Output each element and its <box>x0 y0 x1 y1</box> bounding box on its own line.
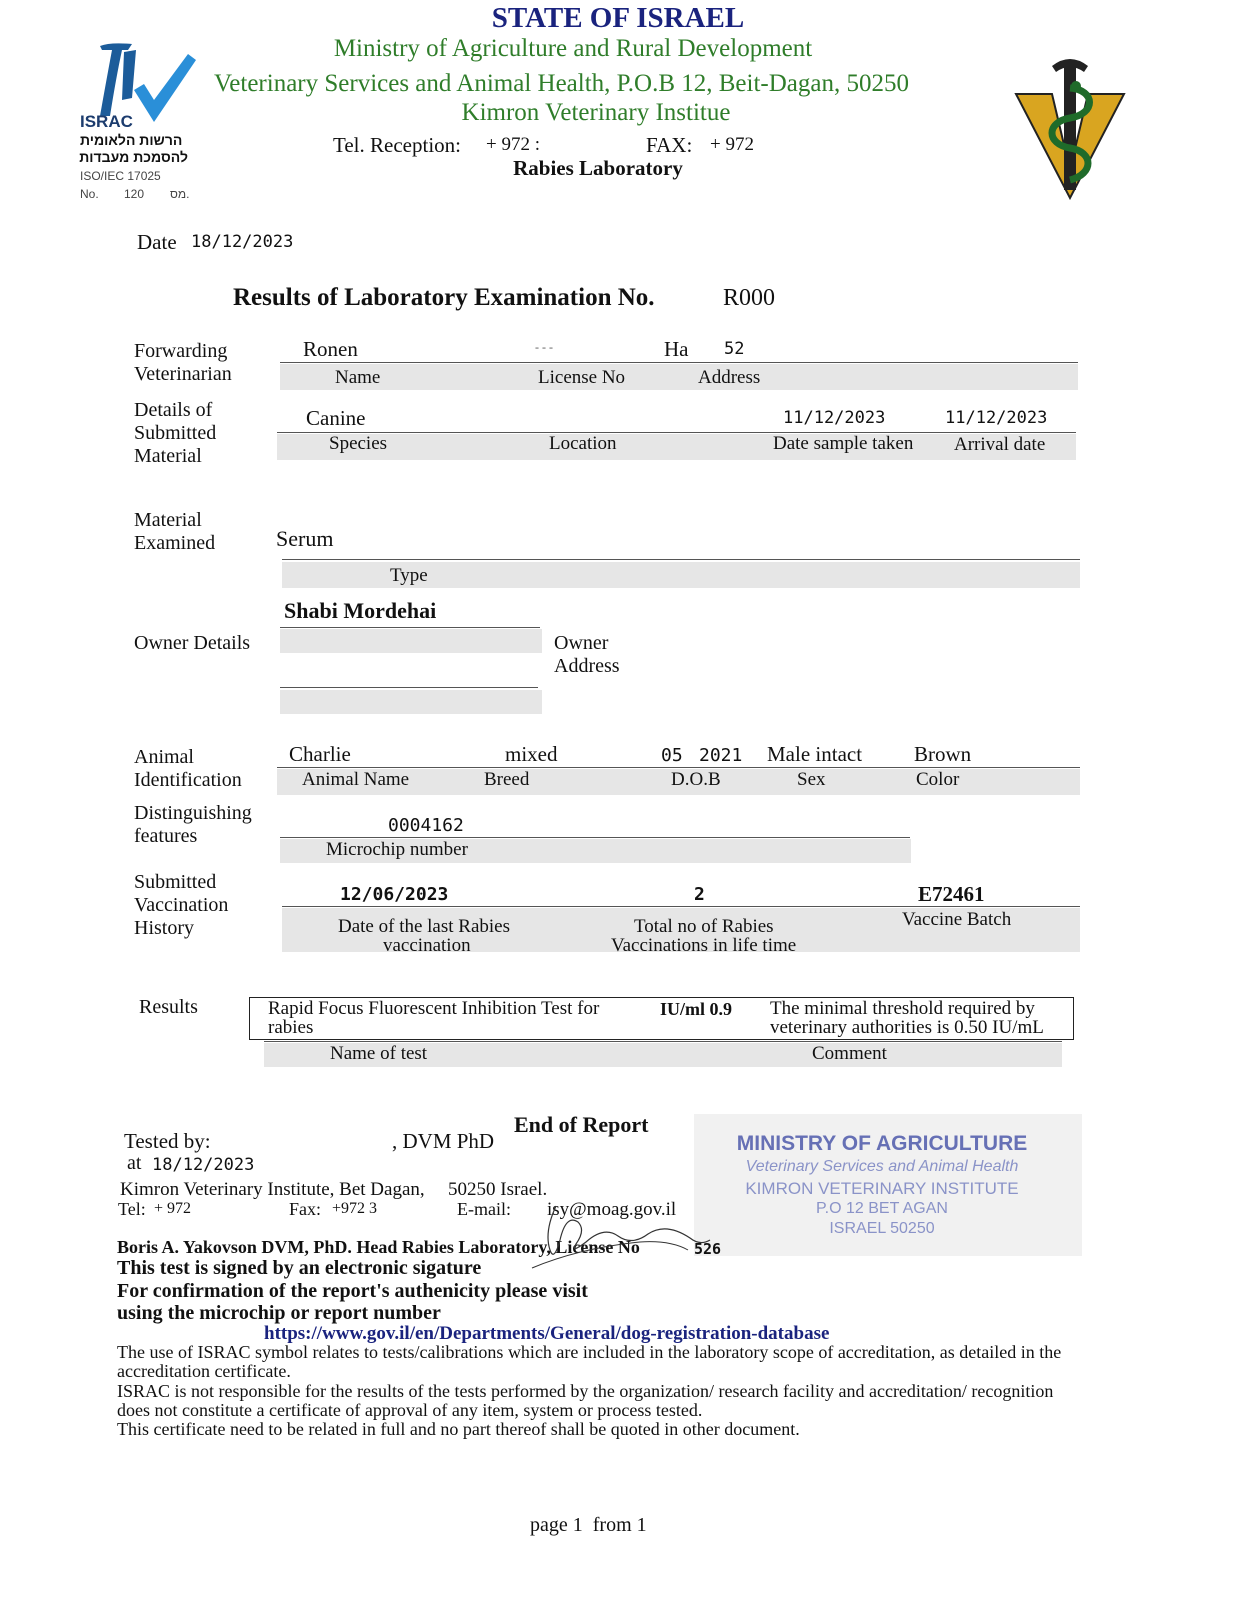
date-value: 18/12/2023 <box>191 232 294 252</box>
vet-address-number: 52 <box>724 339 745 359</box>
header-total-1: Total no of Rabies <box>634 916 774 937</box>
tested-at-label: at <box>127 1152 142 1174</box>
animal-section-label: Animal Identification <box>134 746 242 791</box>
header-dob: D.O.B <box>671 769 721 790</box>
header-animal-name: Animal Name <box>302 769 410 790</box>
header-address: Address <box>698 367 761 388</box>
fax-label: FAX: <box>646 133 693 157</box>
institute-heading: Kimron Veterinary Institue <box>461 99 731 126</box>
institute-address: Kimron Veterinary Institute, Bet Dagan, <box>120 1179 425 1200</box>
header-last-vaccination-1: Date of the last Rabies <box>338 916 511 937</box>
header-batch: Vaccine Batch <box>902 909 1012 930</box>
header-type: Type <box>390 565 428 586</box>
header-species: Species <box>329 433 388 454</box>
species-value: Canine <box>306 406 366 430</box>
veterinary-emblem-icon <box>1012 52 1128 202</box>
state-heading: STATE OF ISRAEL <box>491 2 745 34</box>
last-vaccination-value: 12/06/2023 <box>340 884 449 905</box>
owner-band-2 <box>280 690 542 714</box>
header-total-2: Vaccinations in life time <box>611 935 797 956</box>
head-license: 526 <box>694 1240 722 1258</box>
examined-rule <box>282 559 1080 560</box>
material-section-label: Details of Submitted Material <box>134 399 217 467</box>
results-rule <box>264 1041 1062 1042</box>
header-comment: Comment <box>812 1043 887 1064</box>
lab-heading: Rabies Laboratory <box>513 156 683 180</box>
result-comment-2: veterinary authorities is 0.50 IU/mL <box>770 1017 1044 1038</box>
tel-reception-label: Tel. Reception: <box>333 133 461 157</box>
owner-name-rule <box>280 627 540 628</box>
disclaimer-paragraph-1: The use of ISRAC symbol relates to tests/calibrations which are included in the laboratory scope of accreditation, as detailed in the accreditation certificate. <box>117 1342 1062 1381</box>
confirmation-note-2: using the microchip or report number <box>117 1302 441 1324</box>
distinguishing-section-label: Distinguishing features <box>134 802 252 847</box>
microchip-value: 0004162 <box>388 815 464 836</box>
israc-iso: ISO/IEC 17025 <box>80 169 161 183</box>
arrival-value: 11/12/2023 <box>945 408 1048 428</box>
e-signature-note: This test is signed by an electronic sigature <box>117 1257 482 1279</box>
vet-address: Ha <box>664 337 689 361</box>
owner-section-label: Owner Details <box>134 632 251 654</box>
color-value: Brown <box>914 742 972 766</box>
material-rule <box>277 432 1076 433</box>
owner-name: Shabi Mordehai <box>284 598 437 623</box>
fax-value: + 972 <box>710 134 754 155</box>
date-label: Date <box>137 230 177 254</box>
header-license: License No <box>538 367 626 388</box>
israc-name: ISRAC <box>80 112 133 131</box>
head-of-lab: Boris A. Yakovson DVM, PhD. Head Rabies Laboratory, License No <box>117 1237 640 1257</box>
owner-band-1 <box>280 629 542 653</box>
material-type-value: Serum <box>276 526 334 551</box>
israc-hebrew-2: להסמכת מעבדות <box>79 149 188 165</box>
stamp-line-1: MINISTRY OF AGRICULTURE <box>736 1132 1028 1155</box>
vaccination-section-label: Submitted Vaccination History <box>134 871 229 939</box>
total-vaccinations-value: 2 <box>694 884 705 905</box>
ministry-heading: Ministry of Agriculture and Rural Development <box>333 35 813 62</box>
header-microchip: Microchip number <box>326 839 468 860</box>
stamp-line-3: KIMRON VETERINARY INSTITUTE <box>745 1179 1019 1198</box>
header-color: Color <box>916 769 960 790</box>
disclaimer-paragraph-2: ISRAC is not responsible for the results of the tests performed by the organization/ research facility and accreditation/ recognition does not constitute a certificate of approval of any item, system or process tested. <box>117 1381 1054 1420</box>
stamp-line-2: Veterinary Services and Animal Health <box>745 1158 1019 1175</box>
header-test-name: Name of test <box>330 1043 428 1064</box>
verification-link[interactable]: https://www.gov.il/en/Departments/General/dog-registration-database <box>264 1323 830 1344</box>
date-taken-value: 11/12/2023 <box>783 408 886 428</box>
end-of-report: End of Report <box>514 1112 649 1137</box>
disclaimer-paragraph-3: This certificate need to be related in full and no part thereof shall be quoted in other document. <box>117 1419 800 1439</box>
sex-value: Male intact <box>767 742 863 766</box>
header-location: Location <box>549 433 617 454</box>
signoff-fax-value: +972 3 <box>332 1200 378 1217</box>
israc-no-hebrew: מס. <box>170 187 190 201</box>
vaccination-rule <box>282 906 1080 907</box>
header-sex: Sex <box>797 769 826 790</box>
report-number: R000 <box>723 285 776 311</box>
header-date-taken: Date sample taken <box>773 433 914 454</box>
vet-name: Ronen <box>303 337 358 361</box>
owner-address-label: Owner Address <box>554 632 620 677</box>
header-breed: Breed <box>484 769 530 790</box>
report-title: Results of Laboratory Examination No. <box>233 284 655 311</box>
test-name-1: Rapid Focus Fluorescent Inhibition Test for <box>268 998 600 1019</box>
vet-license: - - - <box>535 340 553 354</box>
animal-rule <box>277 767 1080 768</box>
header-last-vaccination-2: vaccination <box>383 935 471 956</box>
header-name: Name <box>335 367 381 388</box>
test-name-2: rabies <box>268 1017 314 1038</box>
institute-zip: 50250 Israel. <box>448 1179 548 1200</box>
forwarding-section-label: Forwarding Veterinarian <box>134 340 232 385</box>
tested-at-date: 18/12/2023 <box>152 1155 255 1175</box>
tel-reception-value: + 972 : <box>486 134 540 155</box>
confirmation-note-1: For confirmation of the report's authenicity please visit <box>117 1280 588 1302</box>
animal-name-value: Charlie <box>289 742 351 766</box>
vaccine-batch-value: E72461 <box>918 882 985 906</box>
signoff-tel-label: Tel: <box>118 1199 146 1219</box>
signature-icon <box>520 1192 720 1272</box>
result-value: IU/ml 0.9 <box>660 999 732 1019</box>
signoff-tel-value: + 972 <box>154 1200 192 1217</box>
tested-by-label: Tested by: <box>124 1129 211 1153</box>
signoff-fax-label: Fax: <box>289 1199 322 1219</box>
owner-address-rule <box>280 687 538 688</box>
forwarding-header-band <box>280 364 1078 390</box>
page-number: page 1 from 1 <box>530 1514 647 1536</box>
israc-no-label: No. <box>80 187 99 201</box>
breed-value: mixed <box>505 742 558 766</box>
dob-month-value: 05 <box>661 745 683 766</box>
services-heading: Veterinary Services and Animal Health, P.O.B 12, Beit-Dagan, 50250 <box>214 70 909 97</box>
examined-section-label: Material Examined <box>134 509 216 554</box>
israc-hebrew-1: הרשות הלאומית <box>80 132 183 148</box>
israc-no-value: 120 <box>124 187 145 201</box>
results-section-label: Results <box>139 996 198 1018</box>
signoff-email-label: E-mail: <box>457 1199 511 1219</box>
stamp-line-5: ISRAEL 50250 <box>829 1220 935 1237</box>
signoff-email-value[interactable]: isy@moag.gov.il <box>547 1199 677 1220</box>
stamp-line-4: P.O 12 BET AGAN <box>816 1200 948 1217</box>
header-arrival: Arrival date <box>954 434 1046 455</box>
dob-year-value: 2021 <box>699 745 743 766</box>
forwarding-rule <box>280 362 1078 363</box>
result-comment-1: The minimal threshold required by <box>770 998 1035 1019</box>
tested-by-title: , DVM PhD <box>392 1129 495 1153</box>
microchip-rule <box>280 837 910 838</box>
